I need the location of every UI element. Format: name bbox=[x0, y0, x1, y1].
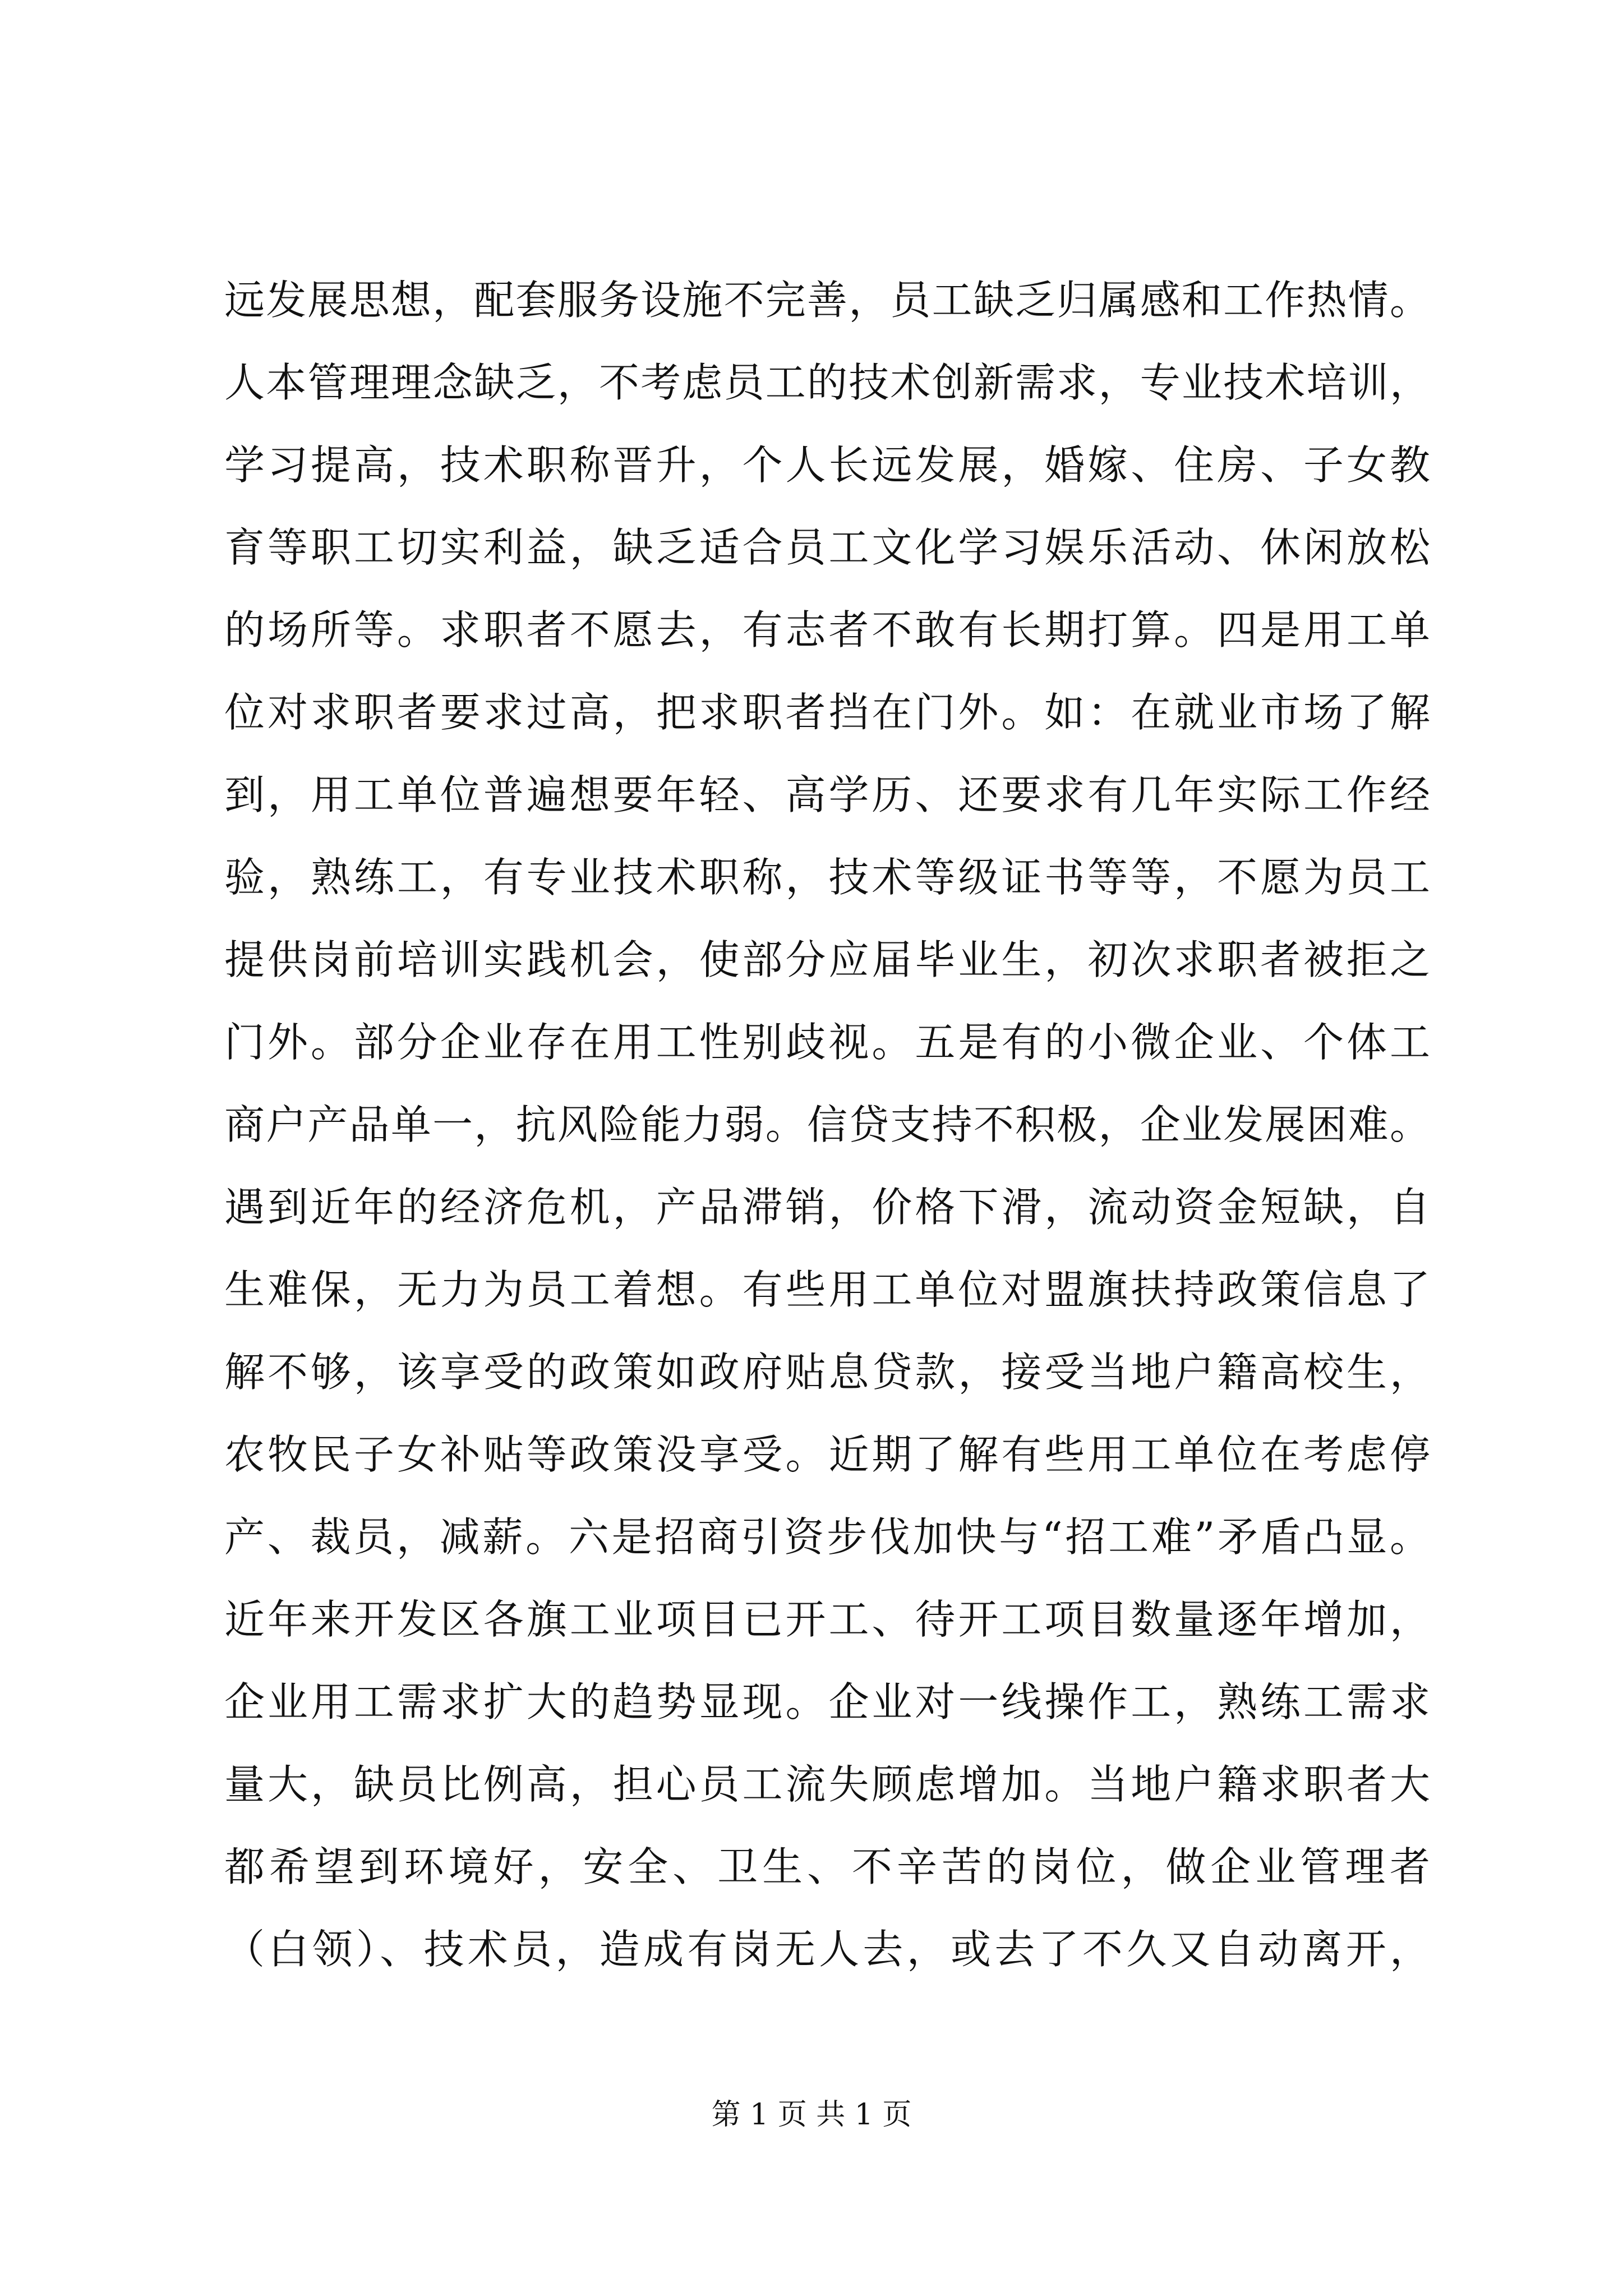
text-line: 商户产品单一，抗风险能力弱。信贷支持不积极，企业发展困难。 bbox=[224, 1101, 1430, 1148]
text-line: 验，熟练工，有专业技术职称，技术等级证书等等，不愿为员工 bbox=[224, 854, 1430, 901]
text-line: 生难保，无力为员工着想。有些用工单位对盟旗扶持政策信息了 bbox=[224, 1266, 1430, 1313]
text-line: 企业用工需求扩大的趋势显现。企业对一线操作工，熟练工需求 bbox=[224, 1678, 1430, 1726]
text-line: 学习提高，技术职称晋升，个人长远发展，婚嫁、住房、子女教 bbox=[224, 441, 1430, 489]
text-line: 产、裁员，减薪。六是招商引资步伐加快与“招工难”矛盾凸显。 bbox=[224, 1513, 1430, 1561]
text-line: 远发展思想，配套服务设施不完善，员工缺乏归属感和工作热情。 bbox=[224, 277, 1430, 324]
text-line: 门外。部分企业存在用工性别歧视。五是有的小微企业、个体工 bbox=[224, 1019, 1430, 1066]
text-line: 解不够，该享受的政策如政府贴息贷款，接受当地户籍高校生， bbox=[224, 1349, 1430, 1396]
body-text bbox=[224, 259, 1430, 1991]
text-line: （白领）、技术员，造成有岗无人去，或去了不久又自动离开， bbox=[224, 1926, 1430, 1973]
text-line: 的场所等。求职者不愿去，有志者不敢有长期打算。四是用工单 bbox=[224, 606, 1430, 654]
text-line: 育等职工切实利益，缺乏适合员工文化学习娱乐活动、休闲放松 bbox=[224, 524, 1430, 571]
text-line: 人本管理理念缺乏，不考虑员工的技术创新需求，专业技术培训， bbox=[224, 359, 1430, 406]
text-line: 都希望到环境好，安全、卫生、不辛苦的岗位，做企业管理者 bbox=[224, 1843, 1430, 1890]
text-line: 位对求职者要求过高，把求职者挡在门外。如：在就业市场了解 bbox=[224, 689, 1430, 736]
text-line: 农牧民子女补贴等政策没享受。近期了解有些用工单位在考虑停 bbox=[224, 1431, 1430, 1478]
text-line: 量大，缺员比例高，担心员工流失顾虑增加。当地户籍求职者大 bbox=[224, 1761, 1430, 1808]
text-line: 提供岗前培训实践机会，使部分应届毕业生，初次求职者被拒之 bbox=[224, 936, 1430, 983]
text-line: 遇到近年的经济危机，产品滞销，价格下滑，流动资金短缺，自 bbox=[224, 1184, 1430, 1231]
text-line: 到，用工单位普遍想要年轻、高学历、还要求有几年实际工作经 bbox=[224, 771, 1430, 818]
page-footer: 第 1 页 共 1 页 bbox=[711, 2098, 912, 2132]
text-line: 近年来开发区各旗工业项目已开工、待开工项目数量逐年增加， bbox=[224, 1596, 1430, 1643]
